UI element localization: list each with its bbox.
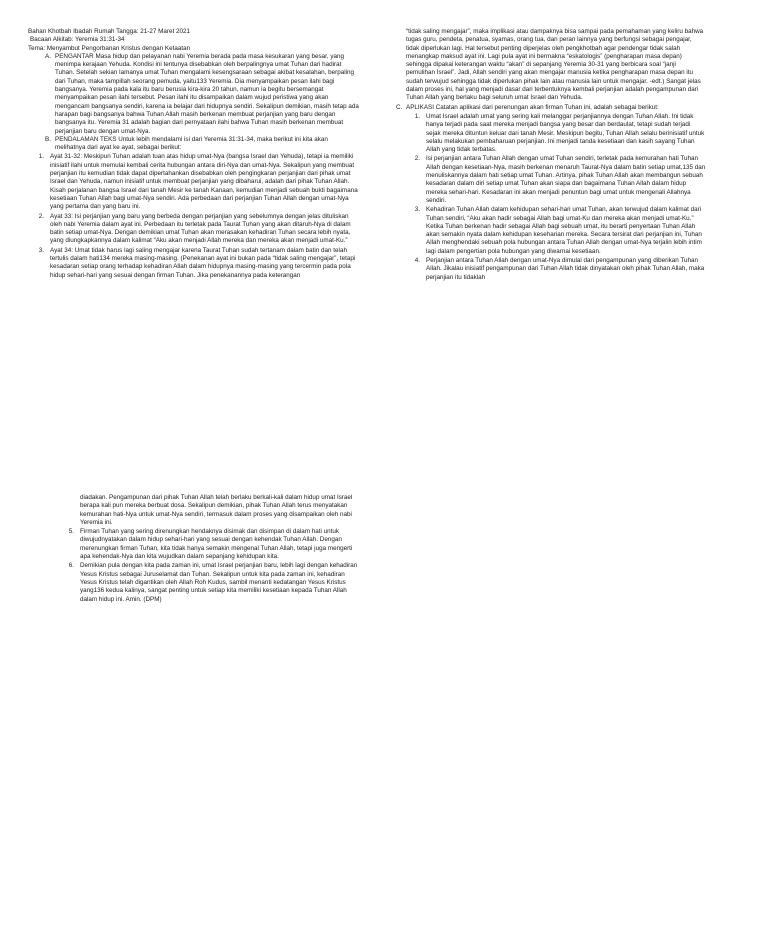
section-c-intro: APLIKASI Catatan aplikasi dari perenungan akan firman Tuhan ini, adalah sebagai berikut: (406, 103, 659, 111)
list-item-text: Isi perjanjian antara Tuhan Allah dengan umat Tuhan sendiri, terletak pada kemurahan hati Tuhan Allah dengan kesetiaan-Nya, masih berkenan menaruh Taurat-Nya dalam batin setiap umat,135 dan menuliskannya dalam hati setiap umat Tuhan. Artinya, pihak Tuhan Allah akan membangun sebuah kesadaran dalam diri setiap umat Tuhan akan siapa dan bagaimana Tuhan Allah dalam hidup mereka sehari-hari. Kesadaran ini akan menjadi penuntun bagi umat untuk mengenali Allahnya sendiri. (426, 155, 706, 204)
list-item-text: Kehadiran Tuhan Allah dalam kehidupan sehari-hari umat Tuhan, akan terwujud dalam kalimat dari Tuhan sendiri, “Aku akan hadir sebagai Allah bagi umat-Ku dan mereka akan menjadi umat-Ku.” Ketika Tuhan berkenan hadir sebagai Allah bagi sebuah umat, itu berarti penyertaan Tuhan Allah akan semakin nyata dalam kehidupan keseharian mereka. Secara tersirat dari perjanjian ini, Tuhan Allah menghendaki sebuah pola hubungan antara Tuhan Allah dengan umat-Nya terjalin lebih intim lagi dalam pengertian pola hubungan yang diwarnai kesetiaan. (426, 206, 702, 255)
left-column (28, 28, 360, 280)
list-item-text: Perjanjian antara Tuhan Allah dengan umat-Nya dimulai dari pengampunan yang diberikan Tuhan Allah. Jikalau inisiatif pengampunan dari Tuhan Allah tidak dinyatakan oleh pihak Tuhan Allah, maka perjanjian itu tidaklah (426, 257, 705, 281)
right-column (396, 28, 706, 282)
list-item (28, 247, 360, 280)
list-item (396, 206, 706, 256)
section-a-text: PENGANTAR Masa hidup dan pelayanan nabi Yeremia berada pada masa kesukaran yang besar, yang menimpa kerajaan Yehuda. Kondisi ini tentunya disebabkan oleh berpalingnya umat Tuhan dari hadirat Tuhan. Setelah sekian lamanya umat Tuhan mengalami kesengsaraan sebagai akibat kesalahan, berpaling dari Tuhan, maka tampillah seorang pemuda, yaitu133 Yeremia. Dia menyampaikan pesan ilahi bagi bangsanya. Yeremia pada kala itu baru berusia kira-kira 20 tahun, namun ia begitu bersemangat menyampaikan pesan ilahi tersebut. Pesan ilahi itu disampaikan dalam wujud peristiwa yang akan mengancam bangsanya sendiri, karena ia belajar dari hidupnya sendiri. Sekalipun demikian, masih tetap ada harapan bagi bangsanya bahwa Tuhan Allah masih berkenan membuat perjanjian yang baru dengan bangsanya itu. Yeremia 31 adalah bagian dari pernyataan ilahi bahwa Tuhan masih berkenan membuat perjanjian baru dengan umat-Nya. (55, 52, 359, 135)
list-item-number: 4. (414, 257, 420, 265)
list-item (396, 257, 706, 282)
list-item-number: 2. (414, 155, 420, 163)
list-item-text: Ayat 34: Umat tidak harus lagi saling mengajar karena Taurat Tuhan sudah tertanam dalam batin dan telah tertulis dalam hati134 mereka masing-masing. (Penekanan ayat ini bukan pada “tidak saling mengajar”, tetapi kesadaran setiap orang terhadap kehadiran Allah dalam hidupnya masing-masing yang tercermin pada pola hidup sehari-hari yang sesuai dengan firman Tuhan. Jika penekanannya pada keterangan (50, 246, 356, 279)
page-two (56, 494, 358, 604)
list-item-number: 2. (38, 212, 44, 220)
list-item-number: 3. (38, 246, 44, 254)
section-b-letter: B. (45, 135, 51, 143)
section-a (28, 53, 360, 136)
section-b-list (28, 153, 360, 279)
section-b (28, 136, 360, 153)
list-item-number: 5. (68, 528, 74, 536)
list-item (56, 562, 358, 603)
list-item-text: Demikian pula dengan kita pada zaman ini, umat Israel perjanjian baru, lebih lagi dengan kehadiran Yesus Kristus sebagai Juruselamat dan Tuhan. Sekalipun untuk kita pada zaman ini, kehadiran Yesus Kristus telah digantikan oleh Allah Roh Kudus, sambil menanti kedatangan Yesus Kristus yang136 kedua kalinya, sangat penting untuk setiap kita memiliki kesetiaan kepada Tuhan Allah dalam hidup ini. Amin. (DPM) (80, 562, 358, 603)
list-item (396, 155, 706, 205)
list-item-text: Ayat 31-32: Meskipun Tuhan adalah tuan atas hidup umat-Nya (bangsa Israel dan Yehuda), tetapi ia memiliki inisiatif ilahi untuk memulai kembali cerita hubungan antara diri-Nya dan umat-Nya. Sekalipun yang membuat perjanjian itu kemudian tidak dapat dipertahankan disebabkan oleh pengingkaran perjanjian dari pihak umat Israel dan Yehuda, namun inisiatif untuk membuat perjanjian yang dibaharui, adalah dari pihak Tuhan Allah. Kisah perjalanan bangsa Israel dari tanah Mesir ke tanah Kanaan, kemudian menjadi sebuah bukti bagaimana kesetiaan Tuhan Allah bagi umat-Nya sendiri. Ada perbedaan dari perjanjian Tuhan Allah dengan umat-Nya yang pertama dan yang baru ini. (50, 153, 358, 211)
section-b-intro: PENDALAMAN TEKS Untuk lebih mendalami isi dari Yeremia 31:31-34, maka berikut ini kita akan melihatnya dari ayat ke ayat, sebagai berikut: (55, 135, 328, 152)
section-a-letter: A. (45, 52, 51, 60)
list-item (56, 528, 358, 561)
section-c-item-4-continuation: diadakan. Pengampunan dari pihak Tuhan Allah telah berlaku berkali-kali dalam hidup umat Israel berapa kali pun mereka berbuat dosa. Sekalipun demikian, pihak Tuhan Allah terus menyatakan kemurahan hati-Nya untuk umat-Nya sendiri, termasuk dalam proses yang disampaikan oleh nabi Yeremia ini. (80, 494, 353, 526)
list-item-text: Firman Tuhan yang sering direnungkan hendaknya disimak dan disimpan di dalam hati untuk diwujudnyatakan dalam hidup sehari-hari yang sesuai dengan kehendak Tuhan Allah. Dengan merenungkan firman Tuhan, kita tidak hanya semakin mengenal Tuhan Allah, tetapi juga mengerti apa kehendak-Nya dan kita wujudkan dalam sepanjang kehidupan kita. (80, 528, 353, 561)
list-item (28, 213, 360, 246)
list-item-text: Ayat 33: Isi perjanjian yang baru yang berbeda dengan perjanjian yang sebelumnya dengan jelas dituliskan oleh nabi Yeremia dalam ayat ini. Perbedaan itu terletak pada Taurat Tuhan yang akan ditaruh-Nya di dalam batin setiap umat-Nya. Dengan demikian umat Tuhan akan merasakan kehadiran Tuhan secara lebih nyata, yang diungkapkannya dalam kalimat “Aku akan menjadi Allah mereka dan mereka akan menjadi umat-Ku.” (50, 212, 351, 245)
section-c (396, 104, 706, 112)
section-b-continuation: “tidak saling mengajar”, maka implikasi atau dampaknya bisa sampai pada pemahaman yang keliru bahwa tugas guru, pendeta, penatua, syamas, orang tua, dan peran lainnya yang berfungsi sebagai pengajar, tidak diperlukan lagi. Hal tersebut penting diperjelas oleh pengkhotbah agar pendengar tidak salah menangkap maksud ayat ini. Lagi pula ayat ini bermakna “eskatologis” (pengharapan masa depan) sehingga dipakai keterangan waktu “akan” di sepanjang Yeremia 30-31 yang berbicara soal “janji pemulihan Israel”. Jadi, Allah sendiri yang akan mengajar manusia ketika pengharapan masa depan itu sudah terwujud sehingga tidak diperlukan pihak lain atau manusia lain untuk mengajar. -edt.) Sangat jelas dalam proses ini, hal yang menjadi dasar dari terbentuknya kembali perjanjian adalah pengampunan dari Tuhan Allah yang berlaku bagi seluruh umat Israel dan Yehuda. (406, 28, 704, 102)
list-item-text: Umat Israel adalah umat yang sering kali melanggar perjanjiannya dengan Tuhan Allah. Ini tidak hanya terjadi pada saat mereka menjadi bangsa yang besar dan berdaulat, tetapi sudah terjadi sejak mereka dituntun keluar dari tanah Mesir. Meskipun begitu, Tuhan Allah selalu berinisiatif untuk selalu melakukan pembaharuan perjanjian. Ini menjadi tanda kesetiaan dan kasih sayang Tuhan Allah yang tidak terbatas. (426, 112, 705, 154)
document-title: Bahan Khotbah Ibadah Rumah Tangga: 21-27 Maret 2021 (28, 28, 190, 35)
list-item-number: 1. (414, 112, 420, 120)
section-c-letter: C. (396, 103, 403, 111)
list-item (396, 113, 706, 154)
list-item-number: 1. (38, 153, 44, 161)
bible-reading: Bacaan Alkitab: Yeremia 31:31-34 (30, 36, 125, 44)
list-item-number: 3. (414, 206, 420, 214)
list-item (28, 153, 360, 211)
section-c-list (396, 113, 706, 282)
list-item-number: 6. (68, 562, 74, 570)
sermon-theme: Tema: Menyambut Pengorbanan Kristus dengan Ketaatan (28, 44, 191, 52)
